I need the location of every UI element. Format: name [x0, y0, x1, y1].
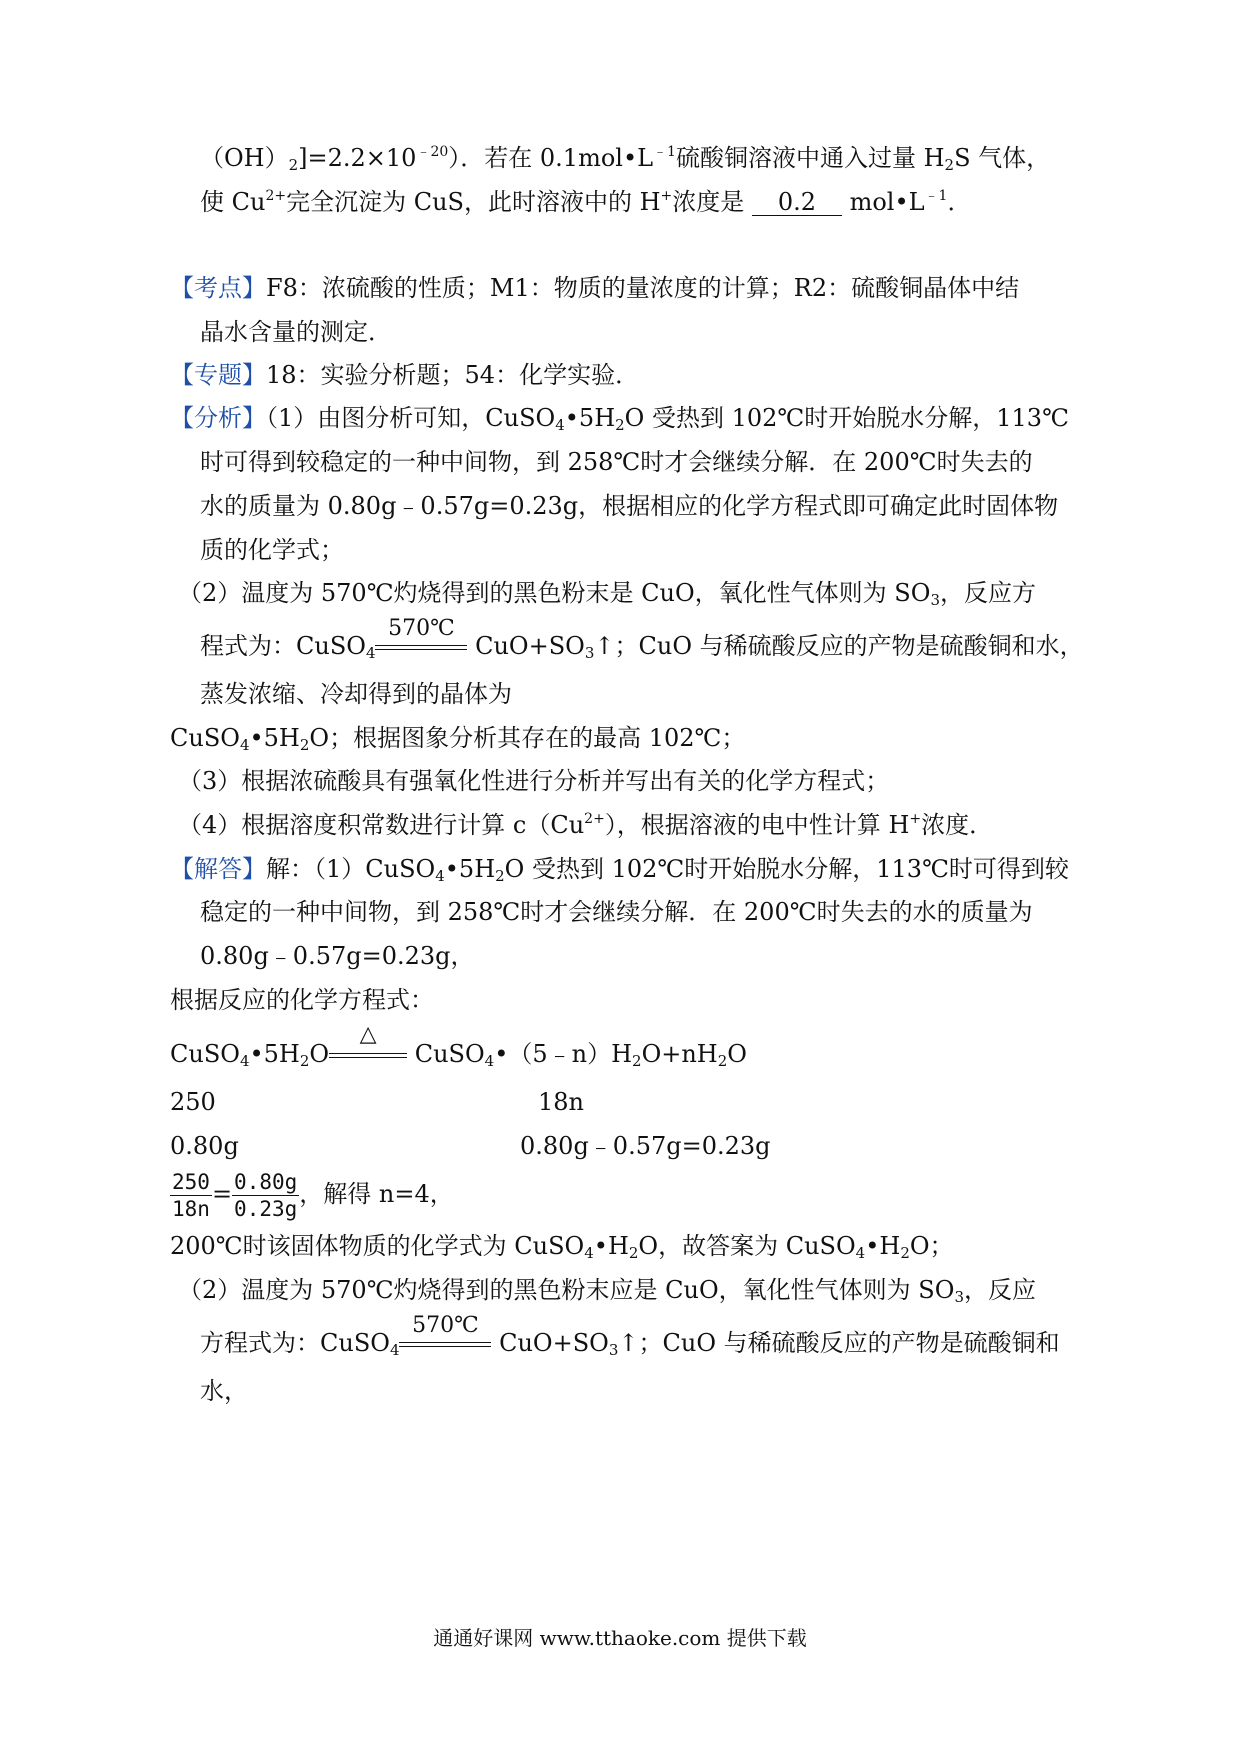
text: 时可得到较稳定的一种中间物，到 258℃时才会继续分解．在 200℃时失去的 [200, 448, 1033, 476]
ratio-row-1-right [538, 1087, 584, 1117]
subscript: 2 [299, 1052, 310, 1070]
text: 方程式为：CuSO [200, 1329, 390, 1357]
text: 硫酸铜溶液中通入过量 H [675, 144, 945, 172]
text: ，解得 n=4， [299, 1180, 454, 1208]
fraction-equation [170, 1168, 454, 1222]
text: O 受热到 102℃时开始脱水分解，113℃时可得到较 [504, 855, 1069, 883]
text: 程式为：CuSO [200, 632, 366, 660]
fraction-left [170, 1169, 212, 1222]
text: 使 Cu [200, 188, 266, 216]
subscript: 3 [584, 644, 595, 662]
jieda-line-4 [170, 985, 434, 1015]
subscript: 2 [944, 156, 955, 174]
ratio-row-2-right [520, 1131, 771, 1161]
text: 18n [538, 1088, 584, 1116]
text: CuSO [170, 1040, 240, 1068]
subscript: 4 [365, 644, 376, 662]
answer-blank: 0.2 [752, 189, 842, 216]
text: O [309, 1040, 330, 1068]
text: 200℃时该固体物质的化学式为 CuSO [170, 1232, 585, 1260]
subscript: 4 [239, 736, 250, 754]
reaction-condition [399, 1313, 491, 1353]
text: 蒸发浓缩、冷却得到的晶体为 [200, 680, 512, 708]
text: （2）温度为 570℃灼烧得到的黑色粉末是 CuO，氧化性气体则为 SO [178, 579, 931, 607]
text: ，反应 [963, 1276, 1036, 1304]
text: •5H [249, 1040, 300, 1068]
text: 浓度是 [672, 188, 745, 216]
jieda-p2-line-3 [200, 1376, 248, 1406]
fenxi-p2-line-2 [200, 616, 1084, 662]
text: •5H [564, 404, 616, 432]
text: O+nH [641, 1040, 718, 1068]
text: 解：（1）CuSO [266, 855, 436, 883]
text: O [727, 1040, 747, 1068]
reaction-condition [329, 1022, 407, 1064]
equation-bar [399, 1342, 491, 1343]
text: ，反应方 [939, 579, 1036, 607]
text: （1）由图分析可知，CuSO [266, 404, 556, 432]
superscript: ﹣1 [924, 188, 948, 204]
text: ]=2.2×10 [298, 144, 417, 172]
subscript: 4 [584, 1244, 594, 1262]
superscript: 2+ [584, 811, 605, 827]
heat-triangle-icon: △ [359, 1022, 377, 1047]
text: mol•L [849, 188, 925, 216]
fenxi-p4-line [178, 810, 993, 840]
text: S 气体， [954, 144, 1051, 172]
equation-bar [329, 1053, 407, 1054]
subscript: 2 [495, 867, 505, 885]
subscript: 3 [954, 1288, 964, 1306]
superscript: + [660, 188, 673, 204]
jieda-line-3 [200, 941, 475, 971]
kaodian-line-1 [170, 273, 1019, 303]
text: CuSO [407, 1040, 485, 1068]
text: ↑；CuO 与稀硫酸反应的产物是硫酸铜和水， [594, 632, 1084, 660]
fenxi-p2-line-1 [178, 578, 1036, 608]
superscript: + [909, 811, 922, 827]
text: •5H [249, 724, 300, 752]
text: 0.80g﹣0.57g=0.23g， [200, 942, 475, 970]
subscript: 2 [900, 1244, 910, 1262]
text: 稳定的一种中间物，到 258℃时才会继续分解．在 200℃时失去的水的质量为 [200, 898, 1033, 926]
jieda-line-1 [170, 854, 1069, 884]
equation-bar [329, 1057, 407, 1058]
text: （4）根据溶度积常数进行计算 c（Cu [178, 811, 585, 839]
subscript: 2 [299, 736, 310, 754]
zhuanti-tag: 【专题】 [170, 361, 266, 389]
text: （3）根据浓硫酸具有强氧化性进行分析并写出有关的化学方程式； [178, 767, 890, 795]
subscript: 4 [239, 1052, 250, 1070]
fenxi-p2-line-4 [170, 723, 745, 753]
text: 0.80g﹣0.57g=0.23g [520, 1132, 771, 1160]
text: （2）温度为 570℃灼烧得到的黑色粉末应是 CuO，氧化性气体则为 SO [178, 1276, 955, 1304]
text: •（5﹣n）H [494, 1040, 633, 1068]
text: （OH） [200, 144, 289, 172]
equals-sign: = [211, 1180, 233, 1208]
condition-label: 570℃ [388, 616, 455, 641]
subscript: 2 [717, 1052, 728, 1070]
kaodian-line-2 [200, 317, 392, 347]
text: 浓度． [921, 811, 994, 839]
subscript: 4 [389, 1341, 400, 1359]
superscript: ﹣1 [653, 144, 676, 160]
subscript: 2 [632, 1052, 642, 1070]
text: ），根据溶液的电中性计算 H [604, 811, 910, 839]
reaction-equation [170, 1022, 747, 1070]
text: CuO+SO [491, 1329, 609, 1357]
jieda-p2-line-1 [178, 1275, 1036, 1305]
text: 水， [200, 1377, 248, 1405]
fenxi-tag: 【分析】 [170, 404, 266, 432]
fenxi-line-2 [200, 447, 1033, 477]
text: 18：实验分析题；54：化学实验． [266, 361, 640, 389]
fraction-right [232, 1169, 299, 1222]
subscript: 4 [555, 416, 565, 434]
subscript: 4 [855, 1244, 866, 1262]
text: 水的质量为 0.80g﹣0.57g=0.23g，根据相应的化学方程式即可确定此时固体物 [200, 492, 1059, 520]
subscript: 2 [288, 156, 299, 174]
fenxi-line-4 [200, 535, 344, 565]
subscript: 4 [484, 1052, 495, 1070]
subscript: 2 [615, 416, 625, 434]
numerator: 0.80g [234, 1170, 298, 1194]
superscript: ﹣20 [416, 144, 449, 160]
equation-bar [399, 1346, 491, 1347]
text: ↑；CuO 与稀硫酸反应的产物是硫酸铜和 [618, 1329, 1060, 1357]
condition-label: 570℃ [412, 1313, 479, 1338]
fenxi-p2-line-3 [200, 679, 512, 709]
text: 完全沉淀为 CuS，此时溶液中的 H [286, 188, 661, 216]
text: •H [593, 1232, 629, 1260]
text: ． [947, 188, 972, 216]
text: 质的化学式； [200, 536, 344, 564]
text: O，故答案为 CuSO [638, 1232, 856, 1260]
denominator: 18n [172, 1197, 210, 1221]
jieda-line-5 [170, 1231, 954, 1261]
text: •H [865, 1232, 901, 1260]
superscript: 2+ [265, 188, 287, 204]
jieda-line-2 [200, 897, 1033, 927]
jieda-p2-line-2 [200, 1313, 1060, 1359]
text: O；根据图象分析其存在的最高 102℃； [309, 724, 746, 752]
fenxi-p3-line [178, 766, 889, 796]
text: 250 [170, 1088, 216, 1116]
subscript: 2 [628, 1244, 639, 1262]
fenxi-line-1 [170, 403, 1069, 433]
text: 0.80g [170, 1132, 239, 1160]
kaodian-tag: 【考点】 [170, 274, 266, 302]
text: O； [909, 1232, 954, 1260]
jieda-tag: 【解答】 [170, 855, 266, 883]
subscript: 4 [435, 867, 445, 885]
text: CuSO [170, 724, 240, 752]
text: 晶水含量的测定． [200, 318, 392, 346]
subscript: 3 [930, 591, 940, 609]
fenxi-line-3 [200, 491, 1058, 521]
numerator: 250 [172, 1170, 210, 1194]
text: •5H [444, 855, 496, 883]
denominator: 0.23g [234, 1197, 298, 1221]
text: 根据反应的化学方程式： [170, 986, 434, 1014]
ratio-row-2-left [170, 1131, 239, 1161]
zhuanti-line [170, 360, 639, 390]
equation-bar [375, 645, 467, 646]
text: ）．若在 0.1mol•L [448, 144, 654, 172]
ratio-row-1-left [170, 1087, 216, 1117]
subscript: 3 [608, 1341, 619, 1359]
reaction-condition [375, 616, 467, 656]
text: O 受热到 102℃时开始脱水分解，113℃ [624, 404, 1069, 432]
text: F8：浓硫酸的性质；M1：物质的量浓度的计算；R2：硫酸铜晶体中结 [266, 274, 1020, 302]
text: CuO+SO [467, 632, 585, 660]
intro-line-1 [200, 143, 1050, 173]
intro-line-2 [200, 187, 971, 217]
equation-bar [375, 649, 467, 650]
page-footer: 通通好课网 www.tthaoke.com 提供下载 [433, 1626, 807, 1650]
